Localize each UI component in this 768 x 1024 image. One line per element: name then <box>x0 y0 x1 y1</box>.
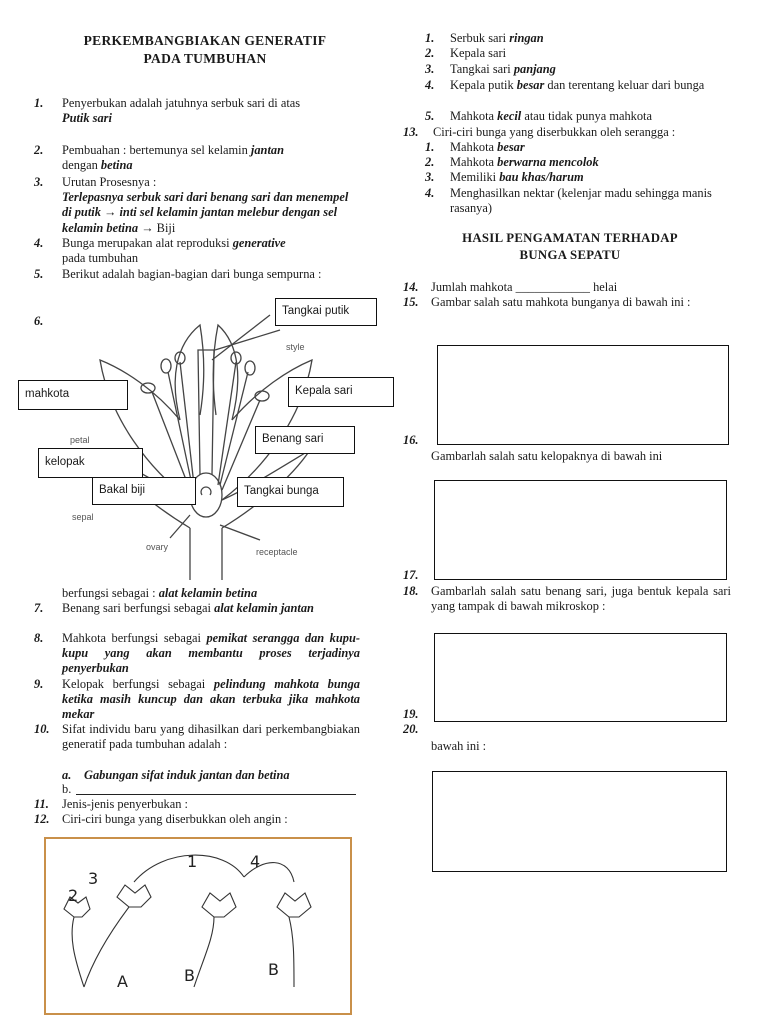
item-text: Jenis-jenis penyerbukan : <box>62 797 188 811</box>
item-number: 2. <box>425 46 435 60</box>
item-text: Penyerbukan adalah jatuhnya serbuk sari di atas <box>62 96 301 110</box>
anther-6-shape <box>255 391 269 401</box>
item-text: Kelopak berfungsi sebagai <box>62 677 206 691</box>
section-subtitle <box>420 230 720 264</box>
item-number: 19. <box>403 707 419 721</box>
item-text: Gambar salah satu mahkota bunganya di bawah ini : <box>431 295 691 309</box>
item-answer: Terlepasnya serbuk sari dari benang sari dan menempel di putik → inti sel kelamin jantan melebur dengan sel kelamin betina <box>62 190 349 235</box>
option-label: a. <box>62 768 72 782</box>
branch-b-shape <box>194 917 214 987</box>
subtitle-line-2: BUNGA SEPATU <box>519 248 621 262</box>
item-number: 20. <box>403 722 419 736</box>
anther-5-shape <box>245 361 255 375</box>
flower-4-shape <box>277 893 311 917</box>
item-answer: generative <box>232 236 286 250</box>
item-answer: bau khas/harum <box>499 170 584 184</box>
figure-mark-b-1: B <box>184 966 195 985</box>
drawing-box-pistil[interactable] <box>432 771 727 872</box>
page-title <box>40 32 370 68</box>
printed-label-petal: petal <box>70 435 90 445</box>
item-16-text <box>431 449 731 464</box>
item-11 <box>34 797 360 812</box>
item-13 <box>403 125 735 140</box>
printed-label-ovary: ovary <box>146 542 169 552</box>
item-number: 4. <box>34 236 44 250</box>
item-number: 10. <box>34 722 50 736</box>
item-answer-2: betina <box>100 158 133 173</box>
item-number: 4. <box>425 78 435 92</box>
stem-shape <box>190 528 222 580</box>
item-number: 3. <box>425 170 435 184</box>
label-bakal-biji: Bakal biji <box>92 477 196 505</box>
item-number: 1. <box>425 140 435 154</box>
item-answer: Putik sari <box>62 111 112 126</box>
item-tail: pada tumbuhan <box>62 251 139 266</box>
wind-trait-4 <box>425 78 735 93</box>
item-number: 1. <box>425 31 435 45</box>
item-number: 11. <box>34 797 49 811</box>
item-number: 2. <box>425 155 435 169</box>
figure-mark-2: 2 <box>68 886 79 905</box>
item-5 <box>34 267 360 282</box>
item-tail: atau tidak punya mahkota <box>521 109 652 123</box>
printed-label-sepal: sepal <box>72 512 94 522</box>
filament-5-shape <box>220 372 248 485</box>
item-text: Bunga merupakan alat reproduksi <box>62 236 230 250</box>
item-text: Gambarlah salah satu benang sari, juga bentuk kepala sari yang tampak di bawah mikroskop : <box>431 584 731 614</box>
figure-mark-3: 3 <box>88 869 99 888</box>
item-answer: pemikat serangga dan kupu-kupu yang akan membantu proses terjadinya penyerbukan <box>62 631 360 676</box>
item-text: Tangkai sari <box>450 62 511 76</box>
wind-trait-3 <box>425 62 735 77</box>
item-answer: pelindung mahkota bunga ketika masih kuncup dan akan terbuka jika mahkota mekar <box>62 677 361 722</box>
label-tangkai-putik: Tangkai putik <box>275 298 377 326</box>
item-answer: kecil <box>497 109 522 123</box>
item-1 <box>34 96 360 126</box>
item-20-text <box>431 739 731 754</box>
item-number: 5. <box>425 109 435 123</box>
figure-mark-a: A <box>117 972 128 991</box>
drawing-box-petal[interactable] <box>437 345 729 445</box>
item-text: bawah ini : <box>431 739 487 753</box>
item-number: 14. <box>403 280 419 294</box>
item-16 <box>403 433 735 448</box>
item-number: 3. <box>34 175 44 189</box>
item-7 <box>34 601 360 616</box>
item-text: Mahkota <box>450 140 495 154</box>
drawing-box-sepal[interactable] <box>434 480 727 580</box>
item-text: Kepala sari <box>450 46 507 60</box>
item-10-b <box>62 782 360 797</box>
title-line-1: PERKEMBANGBIAKAN GENERATIF <box>83 33 327 48</box>
option-label: b. <box>62 782 72 796</box>
item-number: 7. <box>34 601 44 615</box>
item-answer: besar <box>497 140 525 154</box>
item-12 <box>34 812 360 827</box>
item-number: 12. <box>34 812 50 826</box>
pollination-drawing <box>44 837 352 1015</box>
option-text: Gabungan sifat induk jantan dan betina <box>84 768 290 782</box>
item-number: 15. <box>403 295 419 309</box>
item-tail: dan terentang keluar dari bunga <box>544 78 705 92</box>
item-text: Urutan Prosesnya : <box>62 175 157 189</box>
item-text: Ciri-ciri bunga yang diserbukkan oleh serangga : <box>433 125 676 139</box>
item-answer: alat kelamin betina <box>158 586 258 600</box>
item-text: berfungsi sebagai : <box>62 586 156 600</box>
item-answer: panjang <box>513 62 556 76</box>
item-text: Sifat individu baru yang dihasilkan dari perkembangbiakan generatif pada tumbuhan adalah : <box>62 722 360 752</box>
item-number: 18. <box>403 584 419 598</box>
flower-1-shape <box>117 885 151 907</box>
item-3 <box>34 175 360 236</box>
figure-mark-4: 4 <box>250 852 261 871</box>
item-4 <box>34 236 360 266</box>
item-text: Memiliki <box>450 170 497 184</box>
item-answer: alat kelamin jantan <box>214 601 314 615</box>
insect-trait-1 <box>425 140 735 155</box>
title-line-2: PADA TUMBUHAN <box>143 51 267 66</box>
figure-mark-1: 1 <box>187 852 198 871</box>
item-number: 5. <box>34 267 44 281</box>
item-6-function <box>62 586 362 601</box>
filament-4-shape <box>218 362 236 485</box>
item-18 <box>403 584 735 614</box>
figure-mark-b-2: B <box>268 960 279 979</box>
ovule-shape <box>201 487 211 495</box>
item-text: Serbuk sari <box>450 31 507 45</box>
item-number: 9. <box>34 677 44 691</box>
filament-1-shape <box>152 392 190 490</box>
item-15 <box>403 295 735 310</box>
item-text: Kepala putik <box>450 78 514 92</box>
insect-trait-3 <box>425 170 735 185</box>
item-answer: besar <box>516 78 545 92</box>
pointer-receptacle-shape <box>220 525 260 540</box>
item-10 <box>34 722 360 752</box>
item-answer: berwarna mencolok <box>497 155 599 169</box>
item-text: Mahkota <box>450 109 495 123</box>
label-tangkai-bunga: Tangkai bunga <box>237 477 344 507</box>
item-text: Menghasilkan nektar (kelenjar madu sehingga manis rasanya) <box>450 186 712 216</box>
label-kepala-sari: Kepala sari <box>288 377 394 407</box>
subtitle-line-1: HASIL PENGAMATAN TERHADAP <box>462 231 678 245</box>
item-17 <box>403 568 735 583</box>
item-number: 6. <box>34 314 44 328</box>
answer-blank-line[interactable] <box>76 782 356 795</box>
item-answer: ringan <box>509 31 544 45</box>
insect-trait-2 <box>425 155 735 170</box>
item-text: Pembuahan : bertemunya sel kelamin <box>62 143 248 157</box>
label-mahkota: mahkota <box>18 380 128 410</box>
item-9 <box>34 677 360 723</box>
flower-3-shape <box>202 893 236 917</box>
wind-trait-2 <box>425 46 735 61</box>
item-text: Berikut adalah bagian-bagian dari bunga sempurna : <box>62 267 322 281</box>
item-number: 2. <box>34 143 44 157</box>
branch-b2-shape <box>289 917 294 987</box>
item-8 <box>34 631 360 677</box>
label-kelopak: kelopak <box>38 448 143 478</box>
wind-trait-1 <box>425 31 735 46</box>
item-14 <box>403 280 735 295</box>
filament-2-shape <box>168 372 192 485</box>
item-10-a <box>62 768 360 783</box>
printed-label-style: style <box>286 342 305 352</box>
item-number: 3. <box>425 62 435 76</box>
item-19 <box>403 707 735 722</box>
item-text: Mahkota <box>450 155 495 169</box>
item-number: 17. <box>403 568 419 582</box>
label-benang-sari: Benang sari <box>255 426 355 454</box>
pointer-tangkai-putik-shape <box>212 315 270 360</box>
anther-2-shape <box>161 359 171 373</box>
item-tail: → Biji <box>141 220 176 235</box>
insect-trait-4 <box>425 186 735 216</box>
item-text: Ciri-ciri bunga yang diserbukkan oleh angin : <box>62 812 288 826</box>
item-text: Jumlah mahkota ____________ helai <box>431 280 618 294</box>
item-20 <box>403 722 735 737</box>
item-text-mid: dengan <box>62 158 98 173</box>
item-number: 8. <box>34 631 44 645</box>
item-text: Gambarlah salah satu kelopaknya di bawah ini <box>431 449 663 463</box>
item-number: 16. <box>403 433 419 447</box>
item-number: 13. <box>403 125 419 139</box>
item-answer: jantan <box>250 143 284 157</box>
item-text: Benang sari berfungsi sebagai <box>62 601 211 615</box>
item-number: 1. <box>34 96 44 110</box>
printed-label-receptacle: receptacle <box>256 547 298 557</box>
item-number: 4. <box>425 186 435 200</box>
wind-trait-5 <box>425 109 735 124</box>
filament-3-shape <box>180 362 194 485</box>
item-text: Mahkota berfungsi sebagai <box>62 631 201 645</box>
item-2 <box>34 143 360 173</box>
